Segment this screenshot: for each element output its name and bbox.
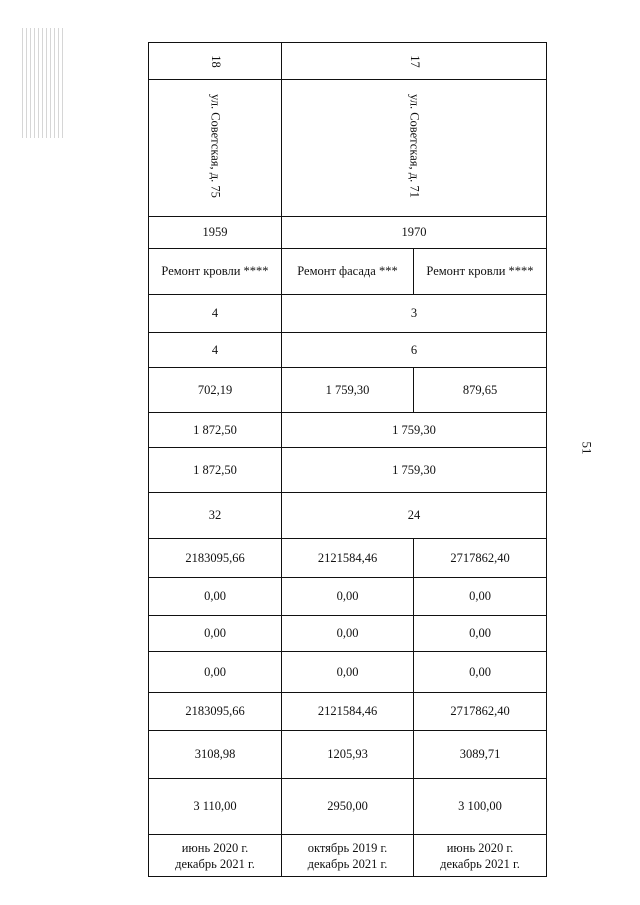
table-cell: 4	[149, 295, 282, 333]
table-cell: 702,19	[149, 368, 282, 413]
table-row	[149, 539, 547, 578]
table-cell: Ремонт кровли ****	[149, 249, 282, 295]
table-cell: 0,00	[149, 616, 282, 652]
table-cell: 1970	[282, 217, 547, 249]
table-row	[149, 80, 547, 217]
table-cell: 1 872,50	[149, 413, 282, 448]
table-cell: 6	[282, 333, 547, 368]
table-cell: 0,00	[282, 578, 414, 616]
table-cell	[149, 80, 282, 217]
table-cell: Ремонт кровли ****	[414, 249, 547, 295]
table-cell: 0,00	[282, 616, 414, 652]
date-start: июнь 2020 г.	[181, 840, 249, 855]
table-cell: 2183095,66	[149, 539, 282, 578]
table-cell: 32	[149, 493, 282, 539]
address-label: ул. Советская, д. 71	[407, 94, 422, 198]
table-cell: 2717862,40	[414, 539, 547, 578]
table-cell	[282, 80, 547, 217]
table-cell: 2183095,66	[149, 693, 282, 731]
table-cell: 2950,00	[282, 779, 414, 835]
table-cell: 3108,98	[149, 731, 282, 779]
table-cell: 4	[149, 333, 282, 368]
table-cell: 0,00	[149, 578, 282, 616]
table-row	[149, 652, 547, 693]
table-row	[149, 43, 547, 80]
table-cell: 1 759,30	[282, 448, 547, 493]
date-start: июнь 2020 г.	[446, 840, 514, 855]
table-cell: 0,00	[414, 616, 547, 652]
date-end: декабрь 2021 г.	[440, 856, 520, 871]
table-cell	[149, 835, 282, 877]
table-cell: 1959	[149, 217, 282, 249]
table-row	[149, 779, 547, 835]
table-cell: 3 110,00	[149, 779, 282, 835]
table-cell: 3089,71	[414, 731, 547, 779]
table-row	[149, 368, 547, 413]
table-cell: 3	[282, 295, 547, 333]
table-row	[149, 693, 547, 731]
date-start: октябрь 2019 г.	[307, 840, 388, 855]
table-cell	[414, 835, 547, 877]
table-row	[149, 578, 547, 616]
table-row	[149, 249, 547, 295]
table-cell: 18	[149, 43, 282, 80]
table-row	[149, 731, 547, 779]
table-cell: Ремонт фасада ***	[282, 249, 414, 295]
table-cell: 1205,93	[282, 731, 414, 779]
table-row	[149, 616, 547, 652]
table-row	[149, 217, 547, 249]
table-row	[149, 333, 547, 368]
address-label: ул. Советская, д. 75	[208, 94, 223, 198]
table-row	[149, 448, 547, 493]
table-row	[149, 413, 547, 448]
table-cell: 879,65	[414, 368, 547, 413]
table-cell: 1 759,30	[282, 413, 547, 448]
page-number: 51	[579, 441, 595, 455]
table-cell: 2121584,46	[282, 693, 414, 731]
table-cell: 0,00	[414, 652, 547, 693]
table-cell	[282, 835, 414, 877]
table-cell: 2121584,46	[282, 539, 414, 578]
date-end: декабрь 2021 г.	[307, 856, 388, 871]
repair-plan-table	[148, 42, 547, 877]
table-cell: 1 872,50	[149, 448, 282, 493]
archive-stamp	[22, 28, 64, 138]
table-cell: 3 100,00	[414, 779, 547, 835]
table-row	[149, 493, 547, 539]
date-end: декабрь 2021 г.	[175, 856, 255, 871]
table-cell: 0,00	[414, 578, 547, 616]
table-cell: 2717862,40	[414, 693, 547, 731]
table-row	[149, 835, 547, 877]
table-cell: 24	[282, 493, 547, 539]
table-cell: 0,00	[149, 652, 282, 693]
table-cell: 1 759,30	[282, 368, 414, 413]
table-cell: 17	[282, 43, 547, 80]
table-cell: 0,00	[282, 652, 414, 693]
table-row	[149, 295, 547, 333]
